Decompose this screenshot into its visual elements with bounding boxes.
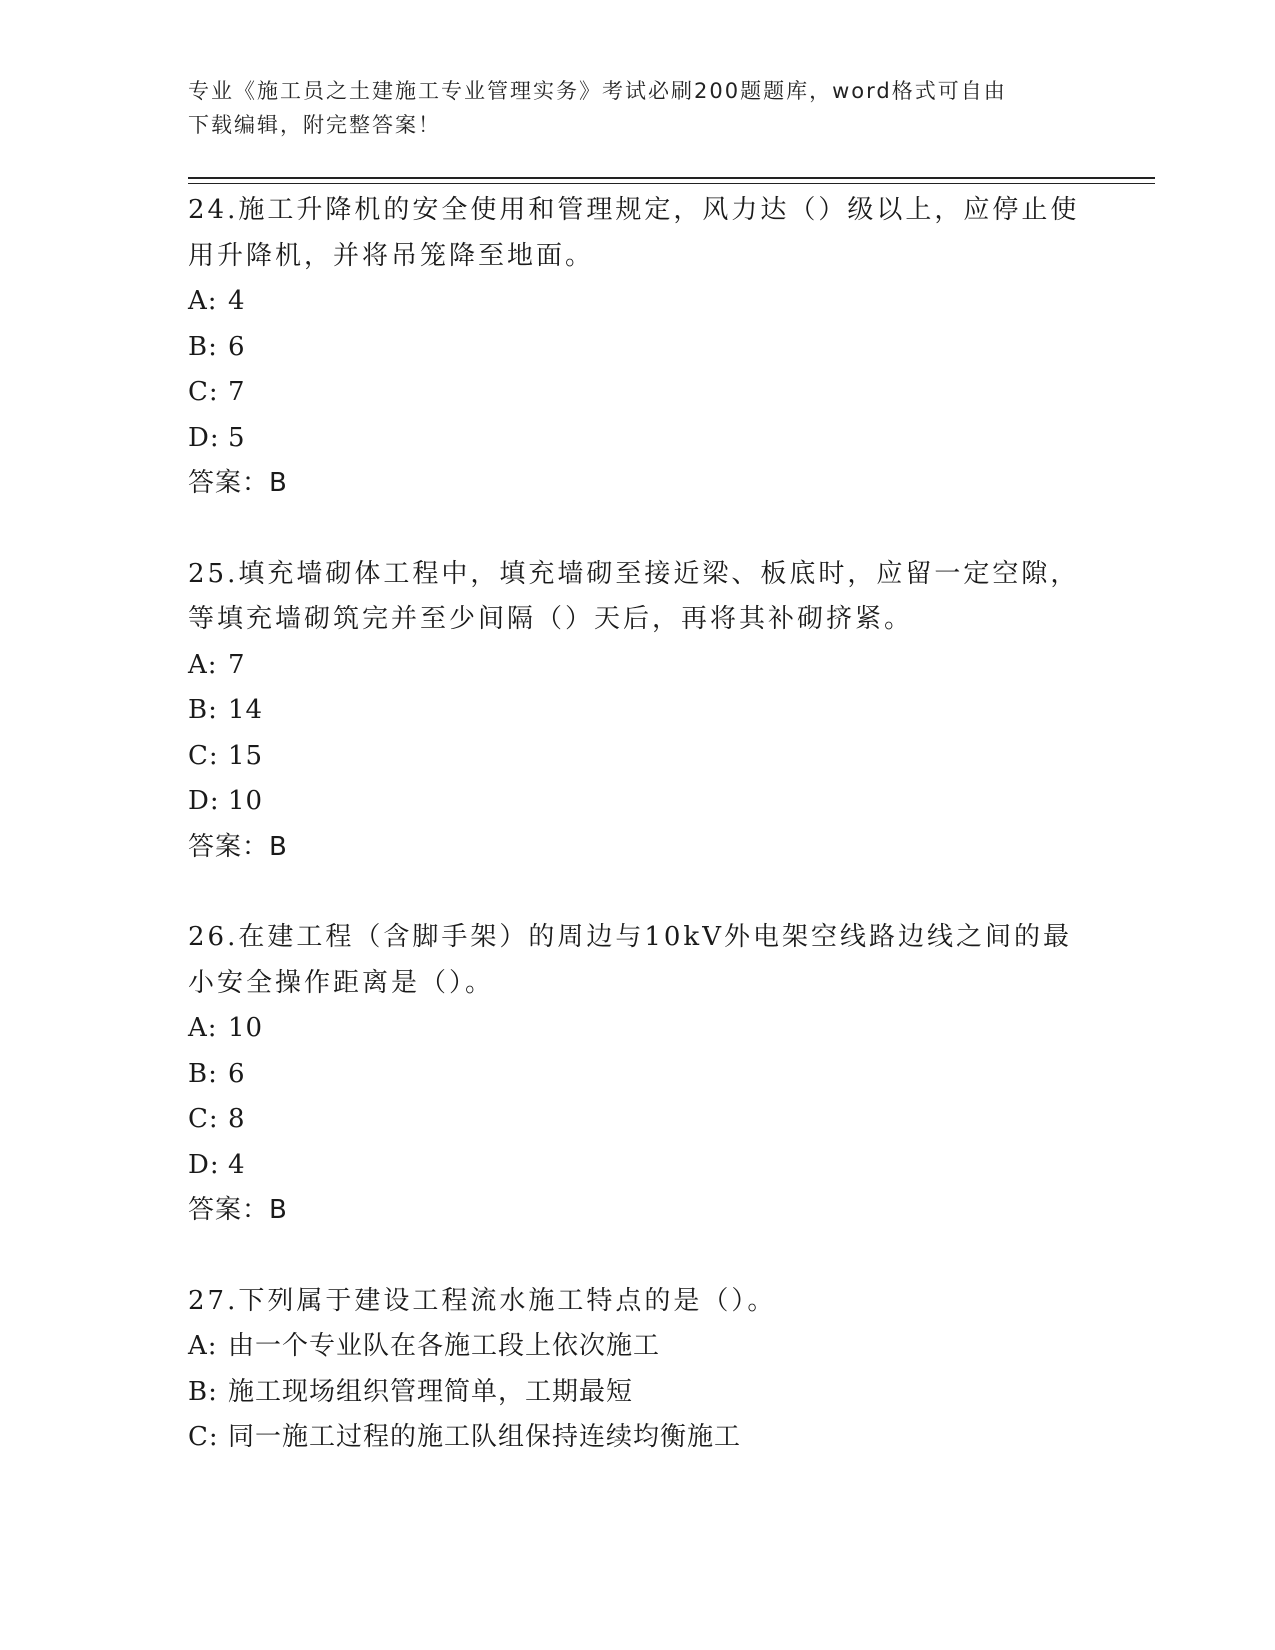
- answer-line: 答案：B: [188, 831, 288, 862]
- header-divider-thin: [188, 183, 1155, 184]
- option-text: 6: [228, 1058, 246, 1089]
- option-text: 5: [228, 422, 246, 453]
- question-spacer: [188, 507, 1088, 552]
- option-text: 7: [228, 649, 246, 680]
- option-text: 7: [228, 377, 246, 407]
- option-letter: A:: [188, 286, 218, 316]
- option-b: [188, 1370, 1088, 1416]
- option-c: [188, 1415, 1088, 1461]
- document-header: [188, 74, 1088, 142]
- option-letter: A:: [188, 1013, 218, 1043]
- answer-line: 答案：B: [188, 468, 288, 498]
- question-stem-line-1: 24.施工升降机的安全使用和管理规定，风力达（）级以上，应停止使: [188, 195, 1080, 225]
- option-b: [188, 325, 1088, 371]
- option-c: [188, 1097, 1088, 1143]
- option-d: [188, 1143, 1088, 1189]
- option-text: 由一个专业队在各施工段上依次施工: [228, 1331, 661, 1361]
- option-text: 4: [228, 1149, 246, 1180]
- question-stem-line-2: 小安全操作距离是（）。: [188, 967, 495, 998]
- option-d: [188, 416, 1088, 462]
- option-letter: C:: [188, 1104, 219, 1134]
- question-spacer: [188, 870, 1088, 915]
- header-line-2: 下载编辑，附完整答案！: [188, 113, 441, 137]
- option-text: 同一施工过程的施工队组保持连续均衡施工: [228, 1422, 742, 1452]
- question-stem-line-2: 用升降机，并将吊笼降至地面。: [188, 240, 595, 271]
- answer-line: 答案：B: [188, 1195, 288, 1225]
- option-b: [188, 688, 1088, 734]
- option-letter: C:: [188, 740, 219, 771]
- option-a: [188, 1324, 1088, 1370]
- header-line-1: 专业《施工员之土建施工专业管理实务》考试必刷200题题库，word格式可自由: [188, 79, 1007, 103]
- option-text: 10: [228, 1013, 264, 1043]
- option-b: [188, 1052, 1088, 1098]
- option-letter: B:: [188, 695, 218, 725]
- option-text: 4: [228, 286, 246, 316]
- option-letter: B:: [188, 1058, 218, 1089]
- option-letter: B:: [188, 1376, 218, 1407]
- option-letter: D:: [188, 422, 220, 453]
- option-c: [188, 734, 1088, 780]
- option-text: 15: [228, 740, 264, 771]
- option-d: [188, 779, 1088, 825]
- question-stem-line-1: 25.填充墙砌体工程中，填充墙砌至接近梁、板底时，应留一定空隙，: [188, 558, 1080, 589]
- option-letter: D:: [188, 1149, 220, 1180]
- option-letter: D:: [188, 786, 220, 816]
- option-letter: C:: [188, 1422, 219, 1452]
- question-26: [188, 915, 1088, 1234]
- option-text: 施工现场组织管理简单，工期最短: [228, 1376, 634, 1407]
- option-text: 10: [228, 786, 264, 816]
- question-24: [188, 188, 1088, 507]
- option-letter: A:: [188, 649, 218, 680]
- option-letter: C:: [188, 377, 219, 407]
- option-a: [188, 279, 1088, 325]
- question-27: [188, 1279, 1088, 1461]
- question-stem-line-1: 27.下列属于建设工程流水施工特点的是（）。: [188, 1285, 777, 1316]
- option-letter: A:: [188, 1331, 218, 1361]
- question-spacer: [188, 1234, 1088, 1279]
- question-stem-line-1: 26.在建工程（含脚手架）的周边与10kV外电架空线路边线之间的最: [188, 922, 1072, 952]
- option-text: 6: [228, 331, 246, 362]
- question-list: [188, 188, 1088, 1461]
- option-letter: B:: [188, 331, 218, 362]
- option-text: 8: [228, 1104, 246, 1134]
- option-a: [188, 643, 1088, 689]
- question-25: [188, 552, 1088, 871]
- question-stem-line-2: 等填充墙砌筑完并至少间隔（）天后，再将其补砌挤紧。: [188, 604, 914, 634]
- option-a: [188, 1006, 1088, 1052]
- header-divider-thick: [188, 177, 1155, 179]
- option-text: 14: [228, 695, 264, 725]
- option-c: [188, 370, 1088, 416]
